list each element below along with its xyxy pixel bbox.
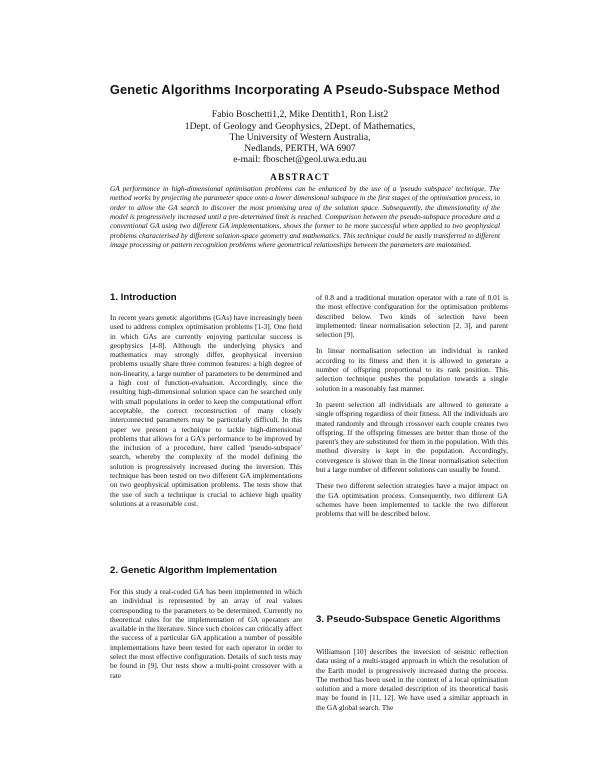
abstract-heading: ABSTRACT <box>270 172 330 182</box>
affiliation-line-3: Nedlands, PERTH, WA 6907 <box>244 143 356 154</box>
right-paragraph-2: In linear normalisation selection an individual is ranked according to its fitness and then it is allowed to generate a number of offspring proportional to its rank position. This selection technique pushes the population towards a single solution in a reasonably fast manner. <box>316 346 508 393</box>
section-2-heading: 2. Genetic Algorithm Implementation <box>110 565 278 576</box>
right-paragraph-4: These two different selection strategies have a major impact on the GA optimisation process. Consequently, two different GA schemes have been implemented to tackle the two different problems that will be described below. <box>316 481 508 519</box>
affiliation-line-1: 1Dept. of Geology and Geophysics, 2Dept. of Mathematics, <box>184 121 416 132</box>
left-column-intro <box>110 313 302 515</box>
author-list: Fabio Boschetti1,2, Mike Dentith1, Ron List2 <box>211 109 389 120</box>
section-3-paragraph: Williamson [10] describes the inversion of seismic reflection data using of a multi-staged approach in which the resolution of the Earth model is progressively increased during the process. The method has been used in the context of a local optimisation solution and a more detailed description of its theoretical basis may be found in [11, 12]. We have used a similar approach in the GA global search. The <box>316 647 508 712</box>
right-column-text <box>316 293 508 526</box>
author-email: e-mail: fboschet@geol.uwa.edu.au <box>233 154 367 165</box>
section-1-heading: 1. Introduction <box>110 292 177 303</box>
abstract-text: GA performance in high-dimensional optimisation problems can be enhanced by the use of a 'pseudo subspace' technique. The method works by projecting the parameter space onto a lower dimensional subspace in the first stages of the optimisation process, in order to allow the GA search to discover the most promising area of the solution space. Subsequently, the dimensionality of the model is progressively increased until a pre-determined limit is reached. Comparison between the pseudo-subspace procedure and a conventional GA using two different GA implementations, shows the former to be more successful when applied to two geophysical problems characterised by different solution-space geometry and mathematics. This technique could be easily transferred to different image processing or pattern recognition problems where geometrical relationships between the parameters are maintained. <box>110 184 500 250</box>
paper-title: Genetic Algorithms Incorporating A Pseudo-Subspace Method <box>109 82 501 97</box>
section-1-paragraph: In recent years genetic algorithms (GAs) have increasingly been used to address complex optimisation problems [1-3]. One field in which GAs are currently enjoying particular success is geophysics [4-8]. Although the underlying physics and mathematics may strongly differ, geophysical inversion problems usually share three common features: a high degree of non-linearity, a large number of parameters to be determined and a high cost of function-evaluation. Accordingly, since the resulting high-dimensional solution space can be searched only with small populations in order to keep the computational effort acceptable, the correct reconstruction of many closely interconnected parameters may be particularly difficult. In this paper we present a technique to tackle high-dimensional problems that allows for a GA's performance to be improved by the inclusion of a procedure, here called 'pseudo-subspace' search, whereby the complexity of the model defining the solution is progressively increased during the inversion. This technique has been tested on two different GA implementations on two geophysical optimisation problems. The tests show that the use of such a technique is crucial to achieve high quality solutions at a reasonable cost. <box>110 313 302 508</box>
right-paragraph-1: of 0.8 and a traditional mutation operator with a rate of 0.01 is the most effective configuration for the optimisation problems described below. Two kinds of selection have been implemented: linear normalisation selection [2, 3], and parent selection [9]. <box>316 293 508 340</box>
section-2-paragraph: For this study a real-coded GA has been implemented in which an individual is represented by an array of real values corresponding to the parameters to be determined. Currently no theoretical rules for the implementation of GA operators are available in the literature. Since such choices can critically affect the success of a particular GA application a number of possible implementations have been tested for each operator in order to select the most effective configuration. Details of such tests may be found in [9]. Our tests show a multi-point crossover with a rate <box>110 587 302 680</box>
right-column-section-3 <box>316 647 508 719</box>
affiliation-line-2: The University of Western Australia, <box>229 132 371 143</box>
section-3-heading: 3. Pseudo-Subspace Genetic Algorithms <box>316 614 501 625</box>
right-paragraph-3: In parent selection all individuals are allowed to generate a single offspring regardless of their fitness. All the individuals are mated randomly and through crossover each couple creates two offspring. If the offspring fitnesses are better than those of the parent's they are substituted for them in the population. With this method diversity is kept in the population. Accordingly, convergence is slower than in the linear normalisation selection but a large number of different solutions can usually be found. <box>316 399 508 475</box>
left-column-section-2 <box>110 587 302 687</box>
